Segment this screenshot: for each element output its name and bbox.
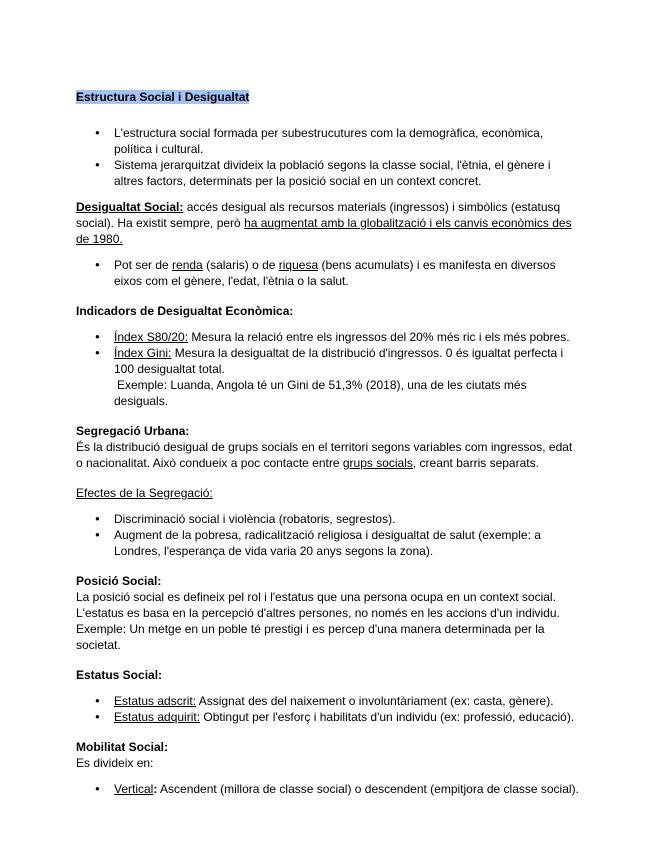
efectes-heading: Efectes de la Segregació: [76,486,213,500]
list-item: ● Discriminació social i violència (robatoris, segrestos). [114,511,579,527]
list-item: ● Augment de la pobresa, radicalització religiosa i desigualtat de salut (exemple: a Londres, l'esperança de vida varia 20 anys segons la zona). [114,527,579,559]
posicio-line: L'estatus es basa en la percepció d'altres persones, no només en les accions d'un individu. [76,606,560,620]
mobilitat-sub: Es divideix en: [76,756,154,770]
mobilitat-list [76,781,579,797]
desigualtat-paragraph: Desigualtat Social: accés desigual als recursos materials (ingressos) i simbòlics (estatusq social). Ha existit sempre, però ha augmentat amb la globalització i els canvis econòmics des de 1980. [76,200,572,246]
list-item: ● Índex S80/20: Mesura la relació entre els ingressos del 20% més ric i els més pobres. [114,329,579,345]
riquesa-term: riquesa [278,258,319,272]
posicio-heading: Posició Social: [76,574,162,588]
indicadors-list [76,329,579,409]
list-item: ● Estatus adquirit: Obtingut per l'esforç i habilitats d'un individu (ex: professió, educació). [114,709,579,725]
page-title: Estructura Social i Desigualtat [76,90,250,104]
posicio-line: La posició social es defineix pel rol i l'estatus que una persona ocupa en un context social. [76,590,556,604]
estatus-list [76,693,579,725]
gini-example: Exemple: Luanda, Angola té un Gini de 51,3% (2018), una de les ciutats més desiguals. [114,378,527,408]
list-item: ● Índex Gini: Mesura la desigualtat de la distribució d'ingressos. 0 és igualtat perfecta i 100 desigualtat total. Exemple: Luanda, Angola té un Gini de 51,3% (2018), una de les ciutats més desiguals. [114,345,579,409]
desigualtat-label: Desigualtat Social: [76,200,184,214]
desigualtat-underlined: ha augmentat amb la globalització i els canvis econòmics des de 1980. [76,216,572,246]
segregacio-paragraph: És la distribució desigual de grups socials en el territori segons variables com ingressos, edat o nacionalitat. Això condueix a poc contacte entre grups socials, creant barris separats. [76,440,573,470]
grups-socials-link: grups socials [342,456,413,470]
estatus-heading: Estatus Social: [76,668,163,682]
intro-list [76,125,579,189]
mobilitat-heading: Mobilitat Social: [76,740,169,754]
list-item: ● Vertical: Ascendent (millora de classe social) o descendent (empitjora de classe social). [114,781,579,797]
posicio-line: Exemple: Un metge en un poble té prestigi i es percep d'una manera determinada per la societat. [76,622,545,652]
list-item: ● L'estructura social formada per subestrucutures com la demogràfica, econòmica, política i cultural. [114,125,579,157]
list-item: ● Sistema jerarquitzat divideix la població segons la classe social, l'ètnia, el gènere i altres factors, determinats per la posició social en un context concret. [114,157,579,189]
indicadors-heading: Indicadors de Desigualtat Econòmica: [76,304,294,318]
renda-term: renda [172,258,203,272]
efectes-list [76,511,579,559]
list-item: ● Estatus adscrit: Assignat des del naixement o involuntàriament (ex: casta, gènere). [114,693,579,709]
renda-list [76,257,579,289]
list-item: ● Pot ser de renda (salaris) o de riquesa (bens acumulats) i es manifesta en diversos eixos com el gènere, l'edat, l'ètnia o la salut. [114,257,579,289]
segregacio-heading: Segregació Urbana: [76,424,190,438]
